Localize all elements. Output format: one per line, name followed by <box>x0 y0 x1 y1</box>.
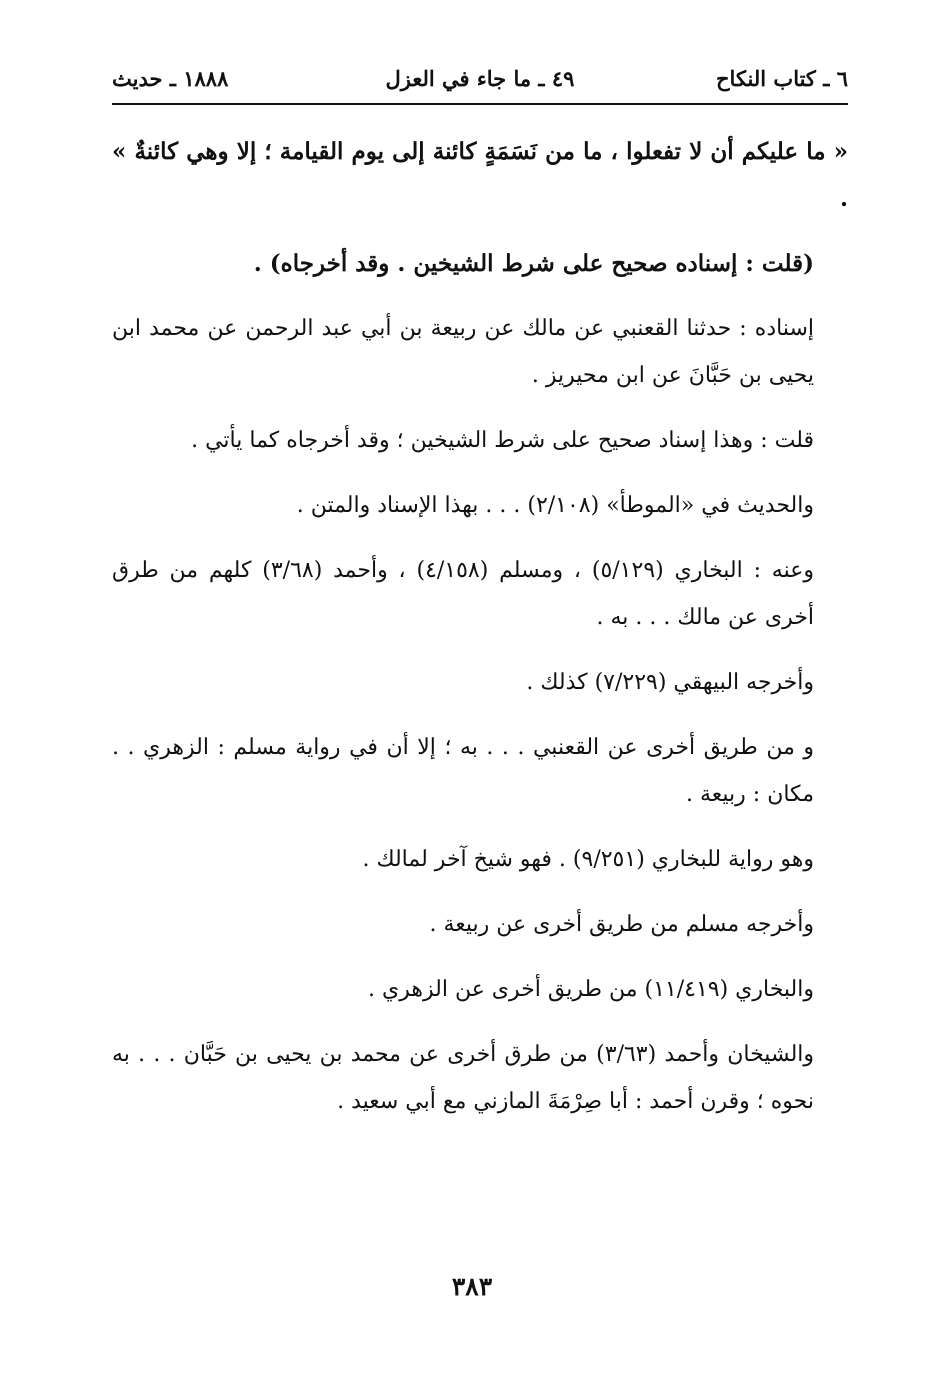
commentary-paragraph: و من طريق أخرى عن القعنبي . . . به ؛ إلا أن في رواية مسلم : الزهري . . مكان : ربيعة . <box>112 735 814 807</box>
commentary-paragraph: والحديث في «الموطأ» (٢/١٠٨) . . . بهذا الإسناد والمتن . <box>296 493 814 518</box>
header-chapter-title: ٤٩ ـ ما جاء في العزل <box>385 66 575 91</box>
commentary-paragraph: وعنه : البخاري (٥/١٢٩) ، ومسلم (٤/١٥٨) ، وأحمد (٣/٦٨) كلهم من طرق أخرى عن مالك . . . به . <box>112 558 814 630</box>
commentary-paragraph: وهو رواية للبخاري (٩/٢٥١) . فهو شيخ آخر لمالك . <box>362 847 814 872</box>
isnad-paragraph: إسناده : حدثنا القعنبي عن مالك عن ربيعة بن أبي عبد الرحمن عن محمد ابن يحيى بن حَبَّانَ عن ابن محيريز . <box>112 316 814 388</box>
commentary-paragraph: قلت : وهذا إسناد صحيح على شرط الشيخين ؛ وقد أخرجاه كما يأتي . <box>191 428 814 453</box>
page-number: ٣٨٣ <box>451 1272 493 1301</box>
header-hadith-number: ١٨٨٨ ـ حديث <box>112 66 229 91</box>
grading-note: (قلت : إسناده صحيح على شرط الشيخين . وقد أخرجاه) . <box>253 250 814 277</box>
hadith-text: « ما عليكم أن لا تفعلوا ، ما من نَسَمَةٍ كائنة إلى يوم القيامة ؛ إلا وهي كائنةٌ » . <box>112 138 848 212</box>
commentary-paragraph: والشيخان وأحمد (٣/٦٣) من طرق أخرى عن محمد بن يحيى بن حَبَّان . . . به نحوه ؛ وقرن أحمد : أبا صِرْمَةَ المازني مع أبي سعيد . <box>112 1042 815 1114</box>
header-rule <box>112 103 848 105</box>
commentary-paragraph: وأخرجه البيهقي (٧/٢٢٩) كذلك . <box>526 670 814 695</box>
header-book-title: ٦ ـ كتاب النكاح <box>716 66 848 91</box>
body-text <box>112 128 848 1143</box>
commentary-paragraph: والبخاري (١١/٤١٩) من طريق أخرى عن الزهري . <box>368 977 814 1002</box>
commentary-paragraph: وأخرجه مسلم من طريق أخرى عن ربيعة . <box>429 912 814 937</box>
running-header <box>112 62 848 102</box>
